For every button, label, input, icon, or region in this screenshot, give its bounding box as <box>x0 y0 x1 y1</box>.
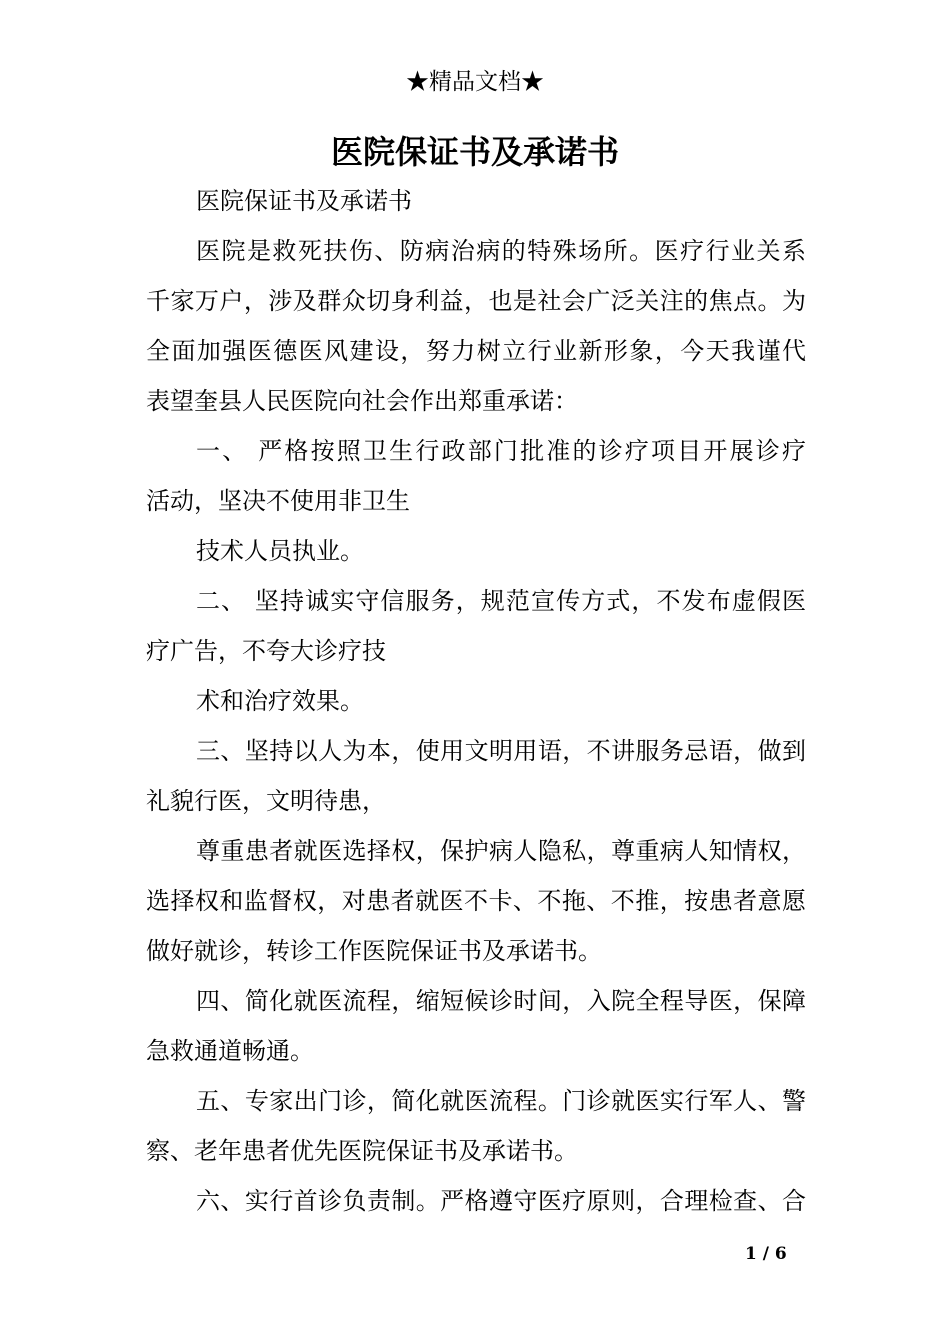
text-line: 一、 严格按照卫生行政部门批准的诊疗项目开展诊疗 <box>196 437 806 465</box>
page-number <box>745 1242 787 1266</box>
text-line: 察、老年患者优先医院保证书及承诺书。 <box>146 1137 578 1165</box>
text-line: 技术人员执业。 <box>196 537 364 565</box>
text-line: 三、坚持以人为本，使用文明用语，不讲服务忌语，做到 <box>196 737 806 765</box>
text-line: 做好就诊，转诊工作医院保证书及承诺书。 <box>146 937 602 965</box>
text-line: 二、 坚持诚实守信服务，规范宣传方式，不发布虚假医 <box>196 587 806 615</box>
page-current: 1 <box>745 1244 757 1264</box>
text-line: 活动，坚决不使用非卫生 <box>146 487 410 515</box>
text-line: 术和治疗效果。 <box>196 687 364 715</box>
text-line: 选择权和监督权，对患者就医不卡、不拖、不推，按患者意愿 <box>146 887 806 915</box>
page-header: ★精品文档★ <box>406 69 544 95</box>
text-line: 疗广告，不夸大诊疗技 <box>146 637 386 665</box>
text-line: 尊重患者就医选择权，保护病人隐私，尊重病人知情权， <box>196 837 806 865</box>
text-line: 急救通道畅通。 <box>146 1037 314 1065</box>
document-body <box>146 176 806 1226</box>
document-title: 医院保证书及承诺书 <box>330 133 619 171</box>
text-line: 五、专家出门诊，简化就医流程。门诊就医实行军人、警 <box>196 1087 806 1115</box>
text-line: 六、实行首诊负责制。严格遵守医疗原则，合理检查、合 <box>196 1187 806 1215</box>
text-line: 四、简化就医流程，缩短候诊时间，入院全程导医，保障 <box>196 987 806 1015</box>
text-line: 千家万户，涉及群众切身利益，也是社会广泛关注的焦点。为 <box>146 287 806 315</box>
text-line: 医院是救死扶伤、防病治病的特殊场所。医疗行业关系 <box>196 237 806 265</box>
text-line: 礼貌行医，文明待患， <box>146 787 386 815</box>
text-line: 表望奎县人民医院向社会作出郑重承诺： <box>146 387 578 415</box>
page-separator: / <box>756 1244 775 1264</box>
text-line: 全面加强医德医风建设，努力树立行业新形象，今天我谨代 <box>146 337 806 365</box>
text-line: 医院保证书及承诺书 <box>196 187 412 215</box>
page-total: 6 <box>774 1244 787 1264</box>
